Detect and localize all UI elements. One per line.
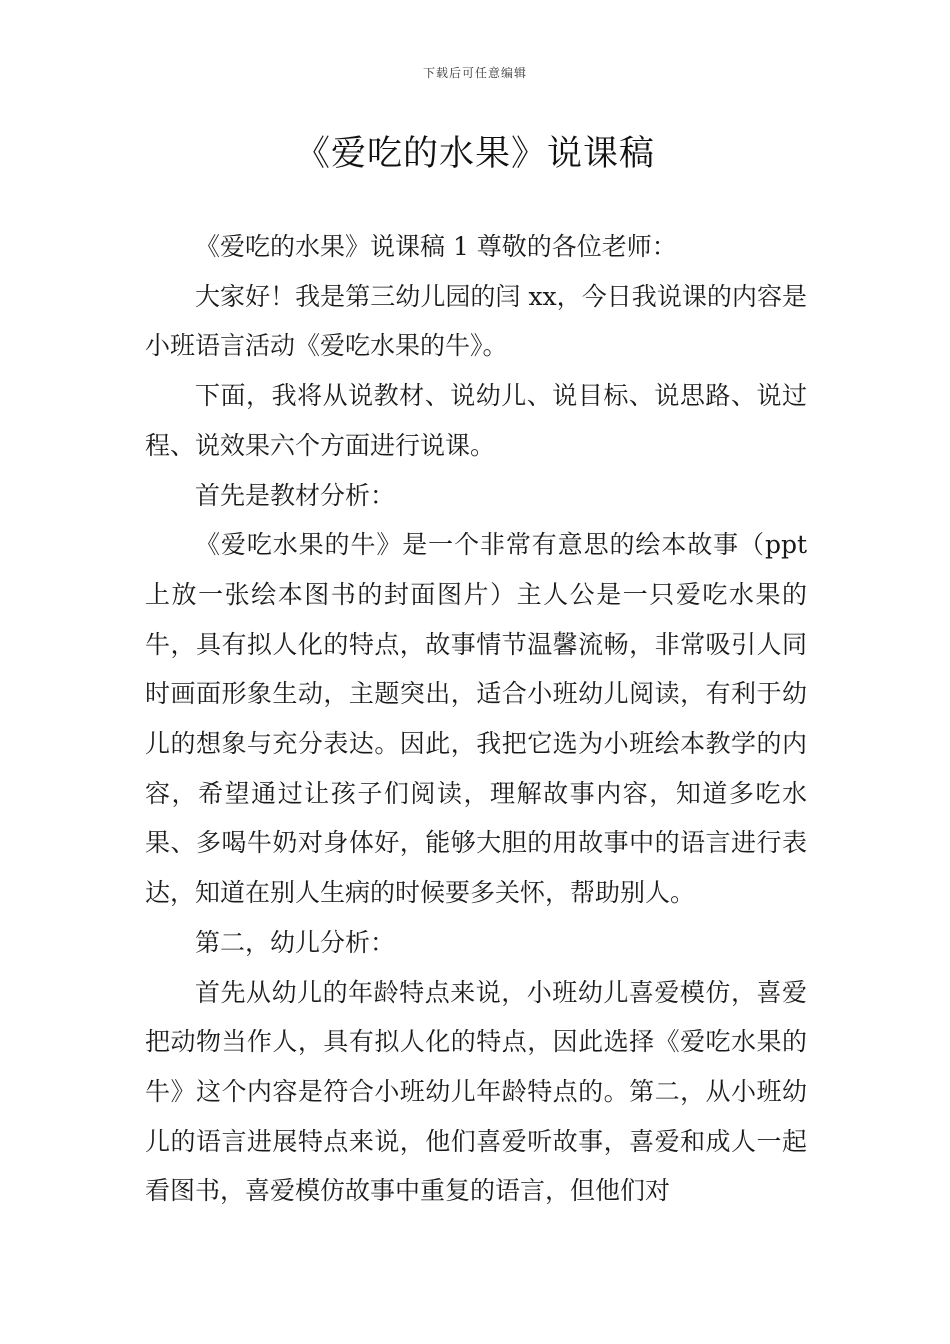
paragraph-intro: 《爱吃的水果》说课稿 1 尊敬的各位老师： <box>195 232 677 261</box>
paragraph-greeting: 大家好！我是第三幼儿园的闫 xx，今日我说课的内容是小班语言活动《爱吃水果的牛》。 <box>145 281 807 361</box>
document-body <box>145 222 807 1216</box>
paragraph-children-analysis: 首先从幼儿的年龄特点来说，小班幼儿喜爱模仿，喜爱把动物当作人，具有拟人化的特点，因此选择《爱吃水果的牛》这个内容是符合小班幼儿年龄特点的。第二，从小班幼儿的语言进展特点来说，他们喜爱听故事，喜爱和成人一起看图书，喜爱模仿故事中重复的语言，但他们对 <box>145 977 807 1206</box>
paragraph-material-analysis: 《爱吃水果的牛》是一个非常有意思的绘本故事（ppt 上放一张绘本图书的封面图片）主人公是一只爱吃水果的牛，具有拟人化的特点，故事情节温馨流畅，非常吸引人同时画面形象生动，主题突出，适合小班幼儿阅读，有利于幼儿的想象与充分表达。因此，我把它选为小班绘本教学的内容，希望通过让孩子们阅读，理解故事内容，知道多吃水果、多喝牛奶对身体好，能够大胆的用故事中的语言进行表达，知道在别人生病的时候要多关怀，帮助别人。 <box>145 530 807 908</box>
header-note: 下载后可任意编辑 <box>422 66 527 80</box>
paragraph-heading-children: 第二，幼儿分析： <box>195 927 396 957</box>
paragraph-outline: 下面，我将从说教材、说幼儿、说目标、说思路、说过程、说效果六个方面进行说课。 <box>145 381 807 460</box>
document-title: 《爱吃的水果》说课稿 <box>294 134 655 174</box>
paragraph-heading-material: 首先是教材分析： <box>195 480 396 510</box>
